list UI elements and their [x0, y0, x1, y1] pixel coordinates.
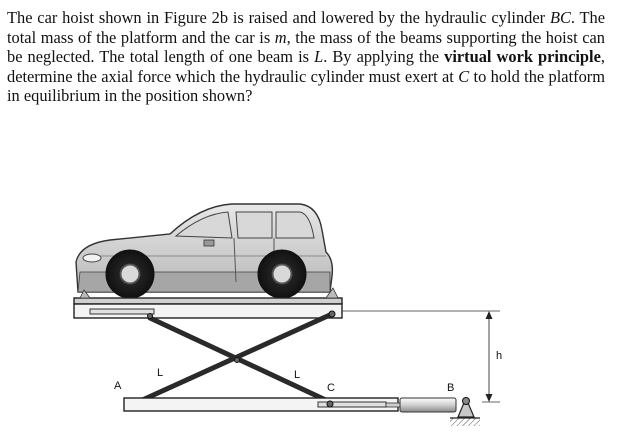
- var-l: L: [314, 47, 324, 66]
- var-bc: BC: [549, 8, 571, 27]
- car-mirror: [204, 240, 214, 246]
- car-middle-window: [236, 212, 272, 238]
- platform-left-slot: [90, 309, 154, 314]
- car-front-hub: [121, 265, 139, 283]
- label-l-right: L: [294, 369, 301, 381]
- label-c: C: [327, 382, 335, 394]
- problem-text-seg4: . By applying the: [323, 47, 445, 66]
- label-a: A: [114, 380, 122, 392]
- car-illustration: [76, 204, 332, 298]
- dim-arrow-top: [486, 311, 493, 319]
- pin-top-left: [148, 314, 153, 319]
- pin-top-right: [329, 311, 335, 317]
- base-frame: [124, 398, 398, 411]
- scissor-beams: [135, 311, 335, 405]
- problem-text-seg1: The car hoist shown in Figure 2b is raised and lowered by the hydraulic cylinder: [7, 8, 550, 27]
- label-h: h: [496, 350, 503, 362]
- height-dimension: [342, 311, 503, 402]
- car-headlight: [83, 254, 101, 262]
- label-l-left: L: [157, 367, 164, 379]
- dim-arrow-bottom: [486, 394, 493, 402]
- var-c: C: [458, 66, 470, 86]
- problem-text-seg2: . The total mass of the platform and the car is: [7, 8, 605, 47]
- var-m: m: [274, 27, 287, 47]
- car-rear-hub: [273, 265, 291, 283]
- ground-hatch: [450, 418, 480, 426]
- cylinder-rod: [386, 403, 400, 407]
- problem-text-seg3: , the mass of the beams supporting the hoist can be neglected. The total length of one beam is: [7, 27, 605, 66]
- problem-text-seg6: to hold the platform in equilibrium in the position shown?: [7, 66, 605, 105]
- pin-b: [463, 398, 470, 405]
- label-b: B: [447, 382, 455, 394]
- cylinder-barrel: [400, 398, 456, 412]
- pin-center: [235, 358, 240, 363]
- pin-c: [327, 401, 333, 407]
- problem-text-seg5: , determine the axial force which the hydraulic cylinder must exert at: [7, 47, 605, 86]
- platform-deck: [74, 298, 342, 304]
- virtual-work-phrase: virtual work principle: [444, 47, 601, 66]
